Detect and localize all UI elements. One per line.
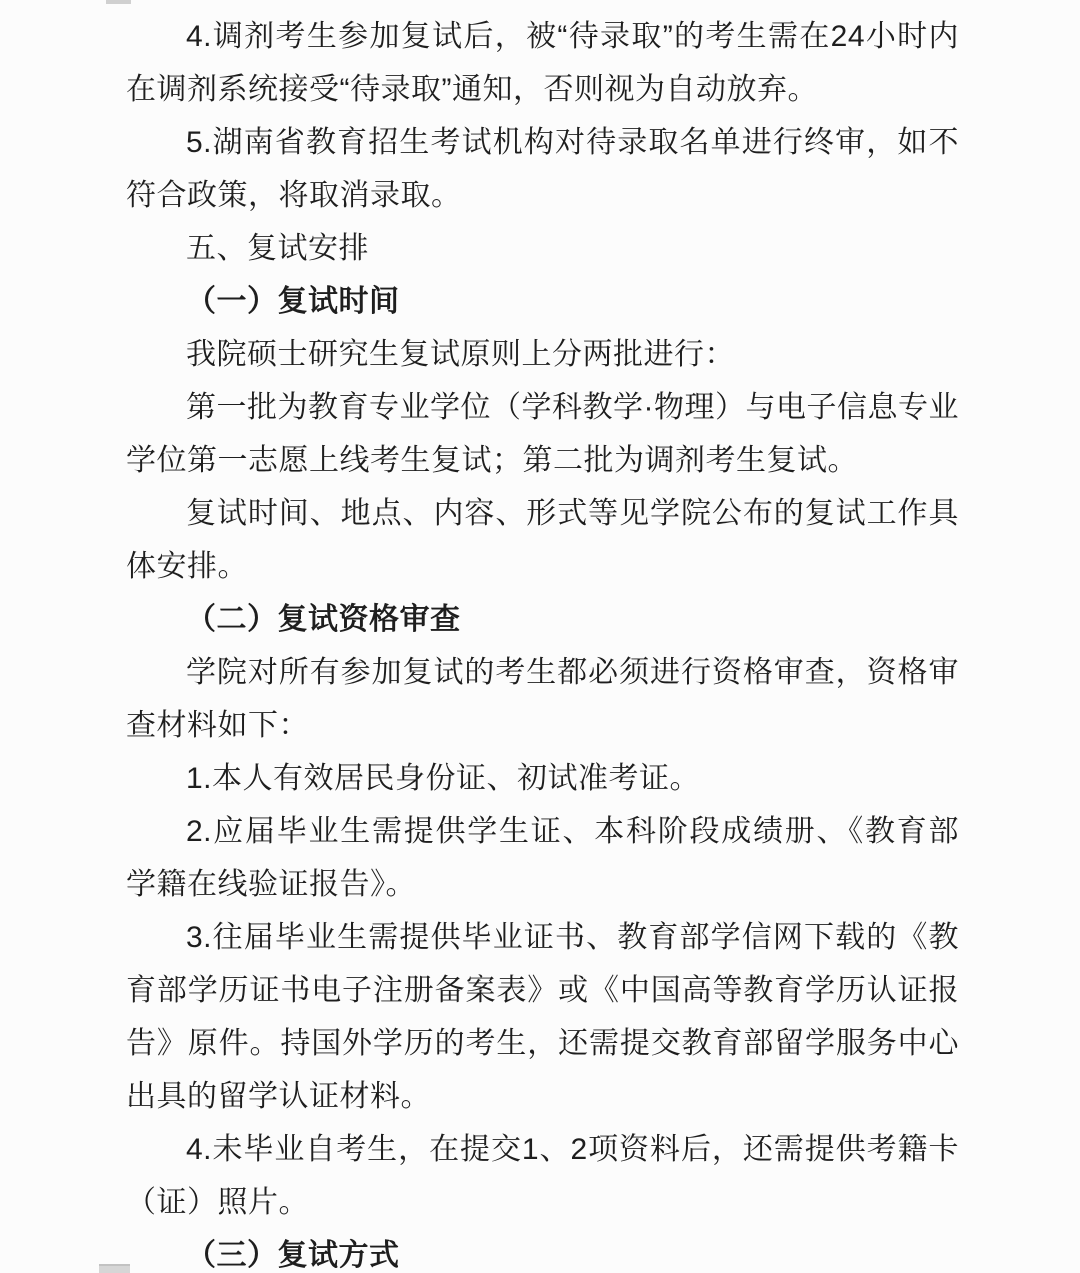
paragraph-material-2: 2.应届毕业生需提供学生证、本科阶段成绩册、《教育部学籍在线验证报告》。 bbox=[126, 815, 959, 901]
paragraph-rule-4: 4.调剂考生参加复试后，被“待录取”的考生需在24小时内在调剂系统接受“待录取”通知，否则视为自动放弃。 bbox=[126, 20, 959, 106]
section-title-5: 五、复试安排 bbox=[186, 232, 369, 265]
subsection-heading-retest-method: （三）复试方式 bbox=[186, 1239, 400, 1272]
paragraph-rule-5: 5.湖南省教育招生考试机构对待录取名单进行终审，如不符合政策，将取消录取。 bbox=[126, 126, 959, 212]
document-body bbox=[126, 10, 959, 1273]
paragraph-material-4: 4.未毕业自考生，在提交1、2项资料后，还需提供考籍卡（证）照片。 bbox=[126, 1133, 959, 1219]
subsection-heading-qualification-review: （二）复试资格审查 bbox=[186, 603, 461, 636]
paragraph-material-1: 1.本人有效居民身份证、初试准考证。 bbox=[186, 762, 701, 795]
cropped-text-artifact-top bbox=[106, 0, 131, 4]
paragraph-review-intro: 学院对所有参加复试的考生都必须进行资格审查，资格审查材料如下： bbox=[126, 656, 959, 742]
paragraph-batches-detail: 第一批为教育专业学位（学科教学·物理）与电子信息专业学位第一志愿上线考生复试；第二批为调剂考生复试。 bbox=[126, 391, 959, 477]
paragraph-batches-intro: 我院硕士研究生复试原则上分两批进行： bbox=[186, 338, 735, 371]
cropped-text-artifact-bottom bbox=[99, 1264, 130, 1273]
paragraph-material-3: 3.往届毕业生需提供毕业证书、教育部学信网下载的《教育部学历证书电子注册备案表》或《中国高等教育学历认证报告》原件。持国外学历的考生，还需提交教育部留学服务中心出具的留学认证材料。 bbox=[126, 921, 959, 1113]
subsection-heading-retest-time: （一）复试时间 bbox=[186, 285, 400, 318]
paragraph-schedule-note: 复试时间、地点、内容、形式等见学院公布的复试工作具体安排。 bbox=[126, 497, 959, 583]
